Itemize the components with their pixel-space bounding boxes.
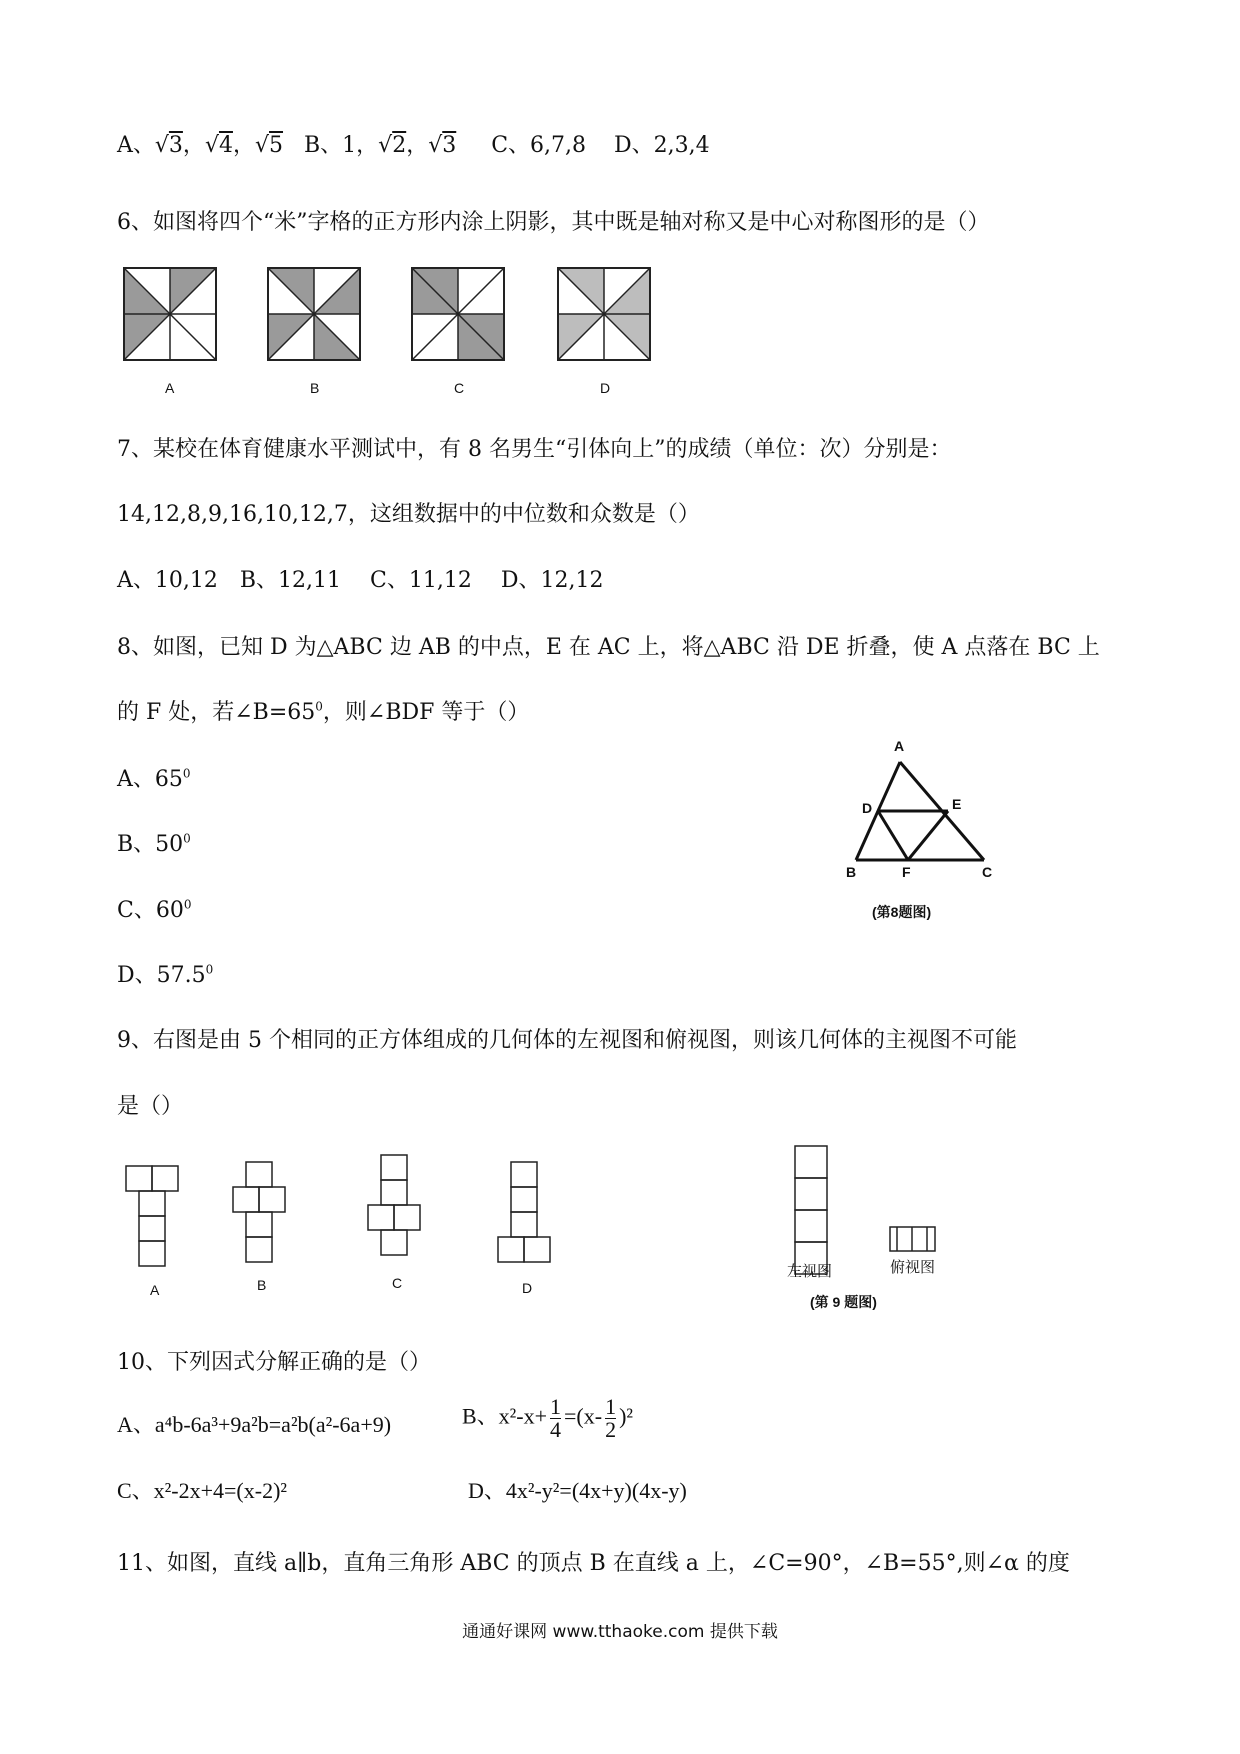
q10-option-c: C、x²-2x+4=(x-2)² <box>117 1478 287 1503</box>
q9-label-b: B <box>257 1277 267 1293</box>
q8-point-b: B <box>846 864 857 880</box>
q9-top-view-label: 俯视图 <box>890 1259 936 1276</box>
q10-option-b: B、x²-x+ $\frac{1}{4}$ =(x- $\frac{1}{2}$ )² <box>462 1394 633 1442</box>
q10-question: 10、下列因式分解正确的是（） <box>117 1350 431 1375</box>
q9-line2: 是（） <box>117 1094 184 1119</box>
q9-label-c: C <box>392 1275 403 1291</box>
q6-label-d: D <box>600 380 611 396</box>
q7-line2: 14,12,8,9,16,10,12,7，这组数据中的中位数和众数是（） <box>117 502 700 527</box>
q6-label-c: C <box>454 380 465 396</box>
q6-label-b: B <box>310 380 320 396</box>
q8-option-c: C、$60^0$ <box>117 897 192 923</box>
q8-option-a: A、$65^0$ <box>117 766 191 792</box>
q11-question: 11、如图，直线 a∥b，直角三角形 ABC 的顶点 B 在直线 a 上，∠C=90°，∠B=55°,则∠α 的度 <box>117 1551 1070 1576</box>
q8-option-d: D、57.5$^0$ <box>117 962 214 988</box>
q8-point-f: F <box>902 864 911 880</box>
q10-option-d: D、4x²-y²=(4x+y)(4x-y) <box>468 1478 687 1503</box>
q6-label-a: A <box>165 380 175 396</box>
q7-options: A、10,12 B、12,11 C、11,12 D、12,12 <box>117 568 604 593</box>
q6-question: 6、如图将四个“米”字格的正方形内涂上阴影，其中既是轴对称又是中心对称图形的是（） <box>117 210 990 235</box>
q10-option-a: A、a⁴b-6a³+9a²b=a²b(a²-6a+9) <box>117 1412 392 1437</box>
q8-point-a: A <box>894 738 905 754</box>
q8-line2: 的 F 处，若$\angle B=65^0$，则∠BDF 等于（） <box>117 699 530 725</box>
q8-line1: 8、如图，已知 D 为△ABC 边 AB 的中点，E 在 AC 上，将△ABC 沿 DE 折叠，使 A 点落在 BC 上 <box>117 635 1100 660</box>
q8-option-b: B、$50^0$ <box>117 831 191 857</box>
q8-point-d: D <box>862 800 873 816</box>
q9-left-view-label: 左视图 <box>787 1263 833 1280</box>
q8-figure-caption: (第8题图) <box>872 904 932 920</box>
q9-figure-caption: (第 9 题图) <box>810 1294 877 1310</box>
q9-line1: 9、右图是由 5 个相同的正方体组成的几何体的左视图和俯视图，则该几何体的主视图不可能 <box>117 1028 1017 1053</box>
q7-line1: 7、某校在体育健康水平测试中，有 8 名男生“引体向上”的成绩（单位：次）分别是： <box>117 437 952 462</box>
q9-label-d: D <box>522 1280 533 1296</box>
q8-point-e: E <box>952 796 962 812</box>
q5-options: A、√3，√4，√5 B、1，√2，√3 C、6,7,8 D、2,3,4 <box>117 133 710 158</box>
q8-point-c: C <box>982 864 993 880</box>
page-footer: 通通好课网 www.tthaoke.com 提供下载 <box>462 1622 778 1642</box>
q9-label-a: A <box>150 1282 160 1298</box>
